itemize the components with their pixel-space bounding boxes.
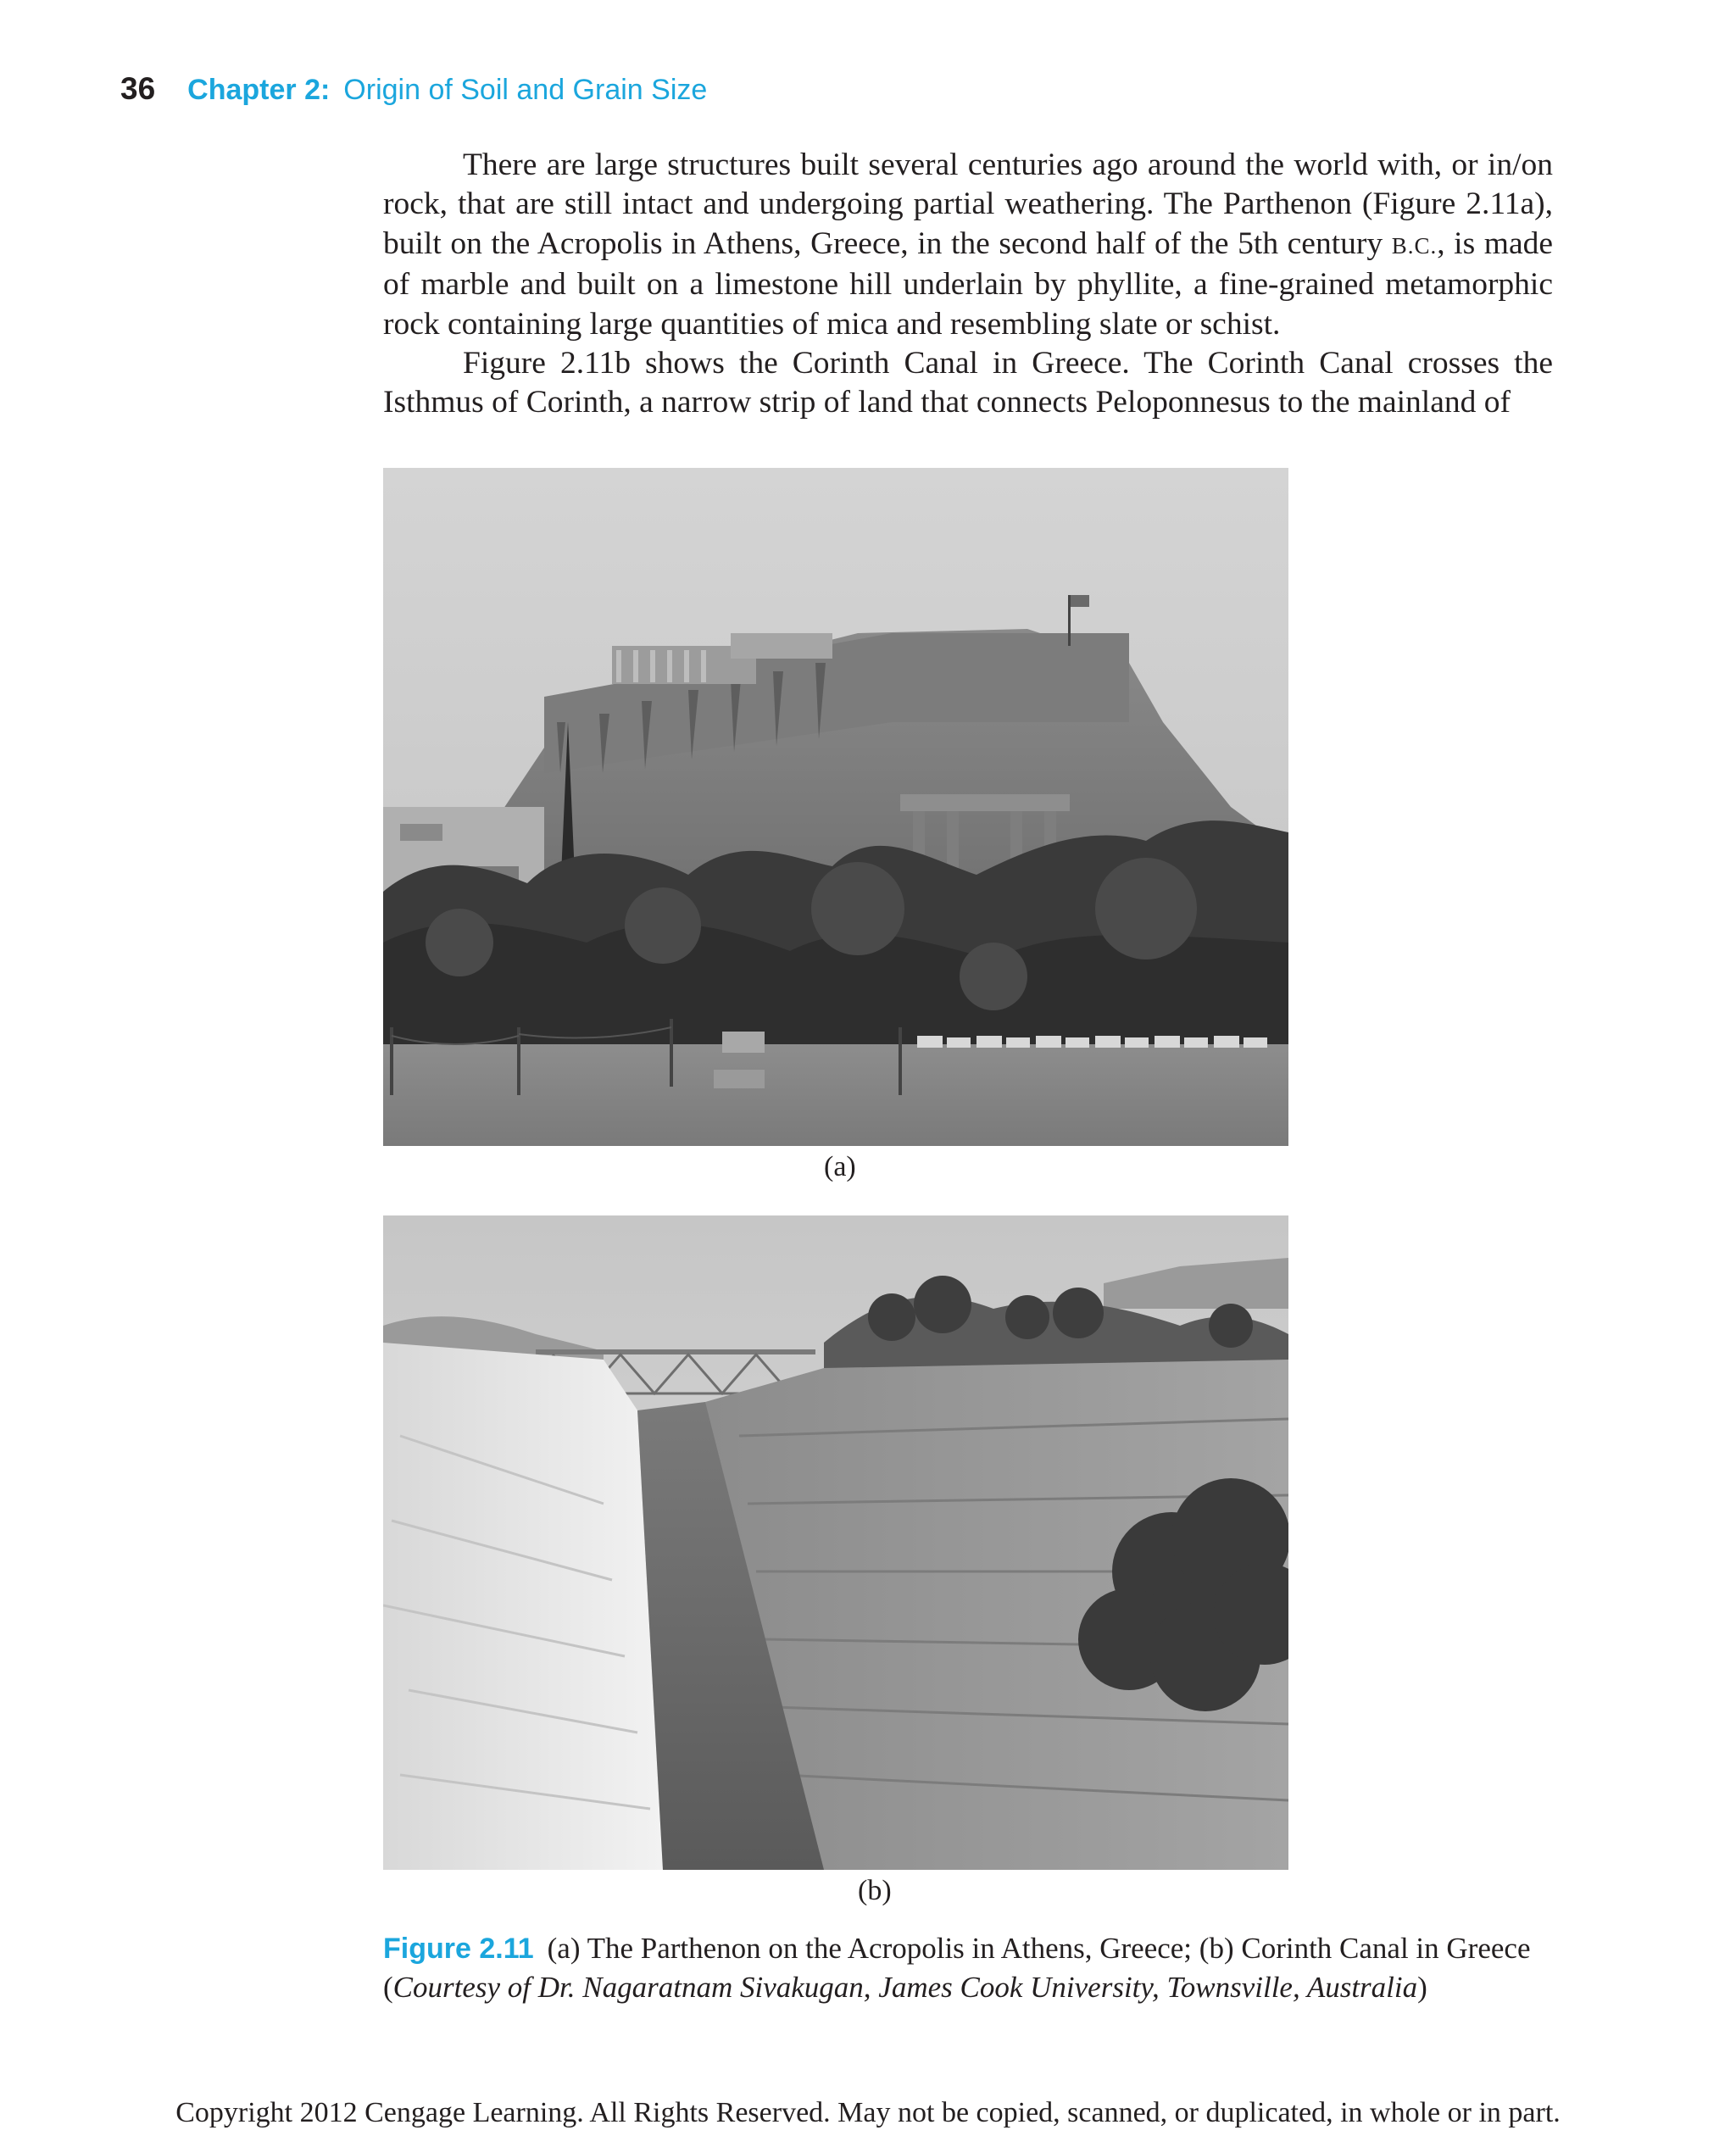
paragraph-1-text-a: There are large structures built several centuries ago around the world with, or in/on rock, that are still intact and undergoing partial weathering. The Parthenon (Figure 2.11a), built on the Acropolis in Athens, Greece, in the second half of the 5th century — [383, 147, 1553, 261]
chapter-label: Chapter 2: — [187, 74, 331, 106]
era-abbreviation: B.C. — [1391, 232, 1438, 259]
parthenon-photo-image — [383, 468, 1288, 1146]
subcaption-a: (a) — [824, 1151, 856, 1182]
page-number: 36 — [120, 71, 156, 106]
figure-label: Figure 2.11 — [383, 1933, 534, 1965]
photo-parthenon — [383, 468, 1288, 1146]
photo-corinth-canal — [383, 1215, 1288, 1870]
courtesy-open-paren: ( — [383, 1971, 393, 2004]
courtesy-credit: Courtesy of Dr. Nagaratnam Sivakugan, James Cook University, Townsville, Australia — [392, 1971, 1418, 2004]
paragraph-1 — [383, 146, 1553, 344]
paragraph-1-text-b: , is made of marble and built on a limestone hill underlain by phyllite, a fine-grained metamorphic rock containing large quantities of mica and resembling slate or schist. — [383, 225, 1553, 342]
page-header — [120, 71, 707, 114]
corinth-canal-photo-image — [383, 1215, 1288, 1870]
caption-text: (a) The Parthenon on the Acropolis in Athens, Greece; (b) Corinth Canal in Greece — [547, 1932, 1531, 1965]
courtesy-close-paren: ) — [1417, 1971, 1427, 2004]
figure-caption — [383, 1929, 1570, 2007]
subcaption-b: (b) — [858, 1875, 892, 1906]
copyright-notice: Copyright 2012 Cengage Learning. All Rights Reserved. May not be copied, scanned, or duplicated, in whole or in part. — [175, 2097, 1561, 2128]
chapter-title: Origin of Soil and Grain Size — [343, 74, 708, 106]
body-text — [383, 146, 1553, 423]
paragraph-2: Figure 2.11b shows the Corinth Canal in Greece. The Corinth Canal crosses the Isthmus of Corinth, a narrow strip of land that connects Peloponnesus to the mainland of — [383, 346, 1553, 420]
